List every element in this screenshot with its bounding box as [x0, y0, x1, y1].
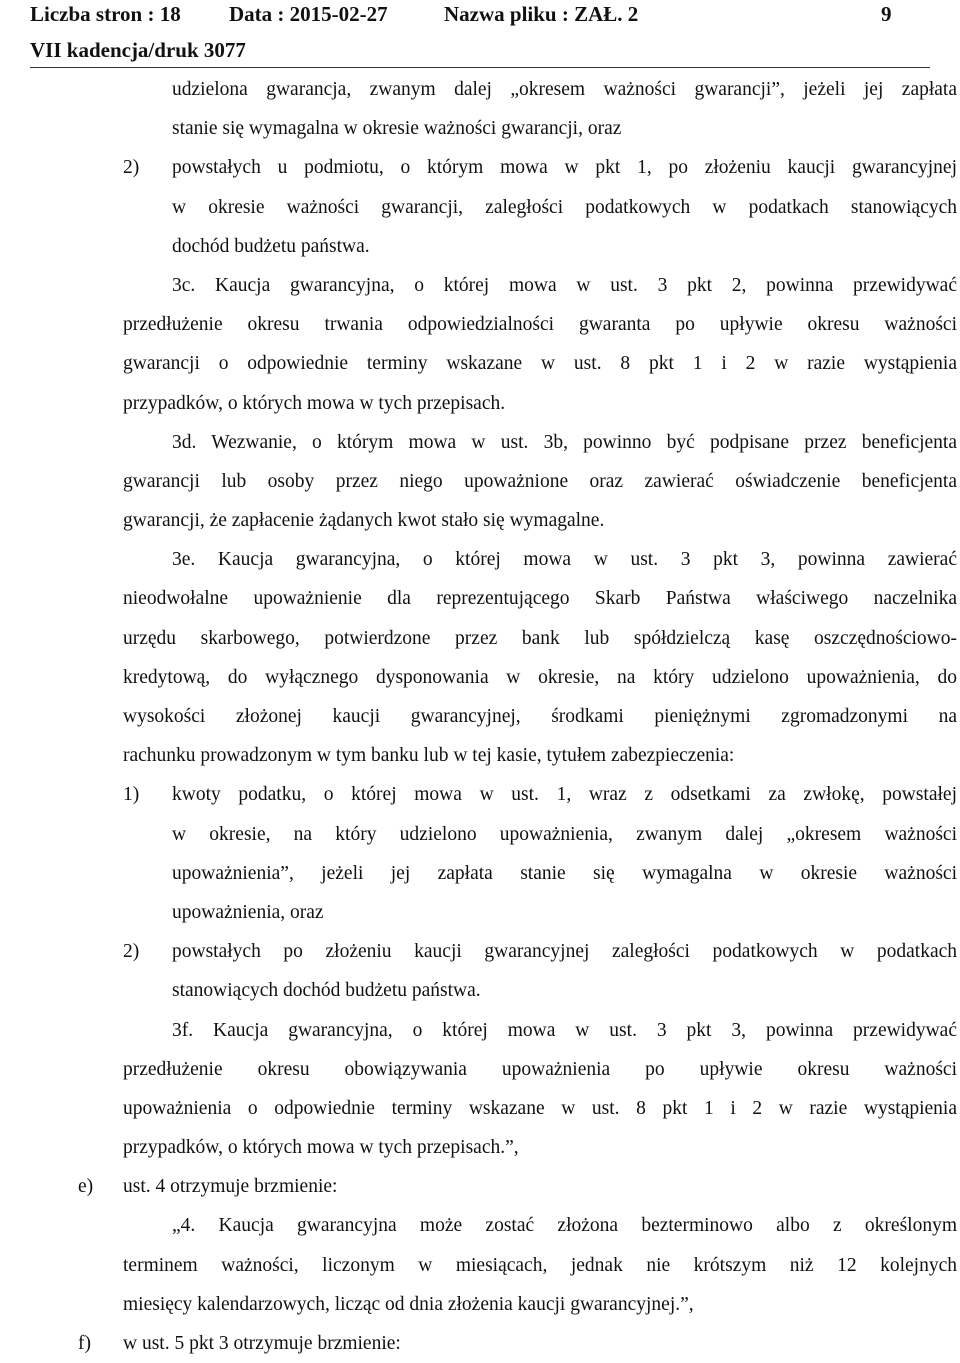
- text-line: [0, 148, 960, 187]
- file-name: Nazwa pliku : ZAŁ. 2: [444, 2, 639, 26]
- line-text: kwoty podatku, o której mowa w ust. 1, wraz z odsetkami za zwłokę, powstałej: [172, 784, 957, 806]
- text-line: [0, 579, 960, 618]
- header-divider: [30, 67, 930, 68]
- line-text: urzędu skarbowego, potwierdzone przez bank lub spółdzielczą kasę oszczędnościowo-: [123, 627, 957, 649]
- line-text: wysokości złożonej kaucji gwarancyjnej, środkami pieniężnymi zgromadzonymi na: [123, 706, 957, 727]
- text-line: [0, 188, 960, 227]
- text-line: [0, 1167, 960, 1206]
- line-text: gwarancji, że zapłacenie żądanych kwot stało się wymagalne.: [123, 510, 605, 532]
- line-text: upoważnienia”, jeżeli jej zapłata stanie się wymagalna w okresie ważności: [172, 862, 957, 884]
- document-date: Data : 2015-02-27: [229, 2, 388, 26]
- line-text: stanie się wymagalna w okresie ważności gwarancji, oraz: [172, 118, 622, 140]
- line-text: w okresie, na który udzielono upoważnienia, zwanym dalej „okresem ważności: [172, 823, 957, 845]
- page-header: [30, 0, 930, 62]
- line-text: 3e. Kaucja gwarancyjna, o której mowa w ust. 3 pkt 3, powinna zawierać: [172, 549, 957, 571]
- line-text: przedłużenie okresu obowiązywania upoważnienia po upływie okresu ważności: [123, 1058, 957, 1080]
- line-text: gwarancji o odpowiednie terminy wskazane w ust. 8 pkt 1 i 2 w razie wystąpienia: [123, 353, 957, 375]
- line-text: 3f. Kaucja gwarancyjna, o której mowa w ust. 3 pkt 3, powinna przewidywać: [172, 1019, 957, 1041]
- text-line: [0, 932, 960, 971]
- line-text: kredytową, do wyłącznego dysponowania w okresie, na który udzielono upoważnienia, do: [123, 666, 957, 688]
- list-marker: e): [78, 1176, 94, 1198]
- line-text: upoważnienia, oraz: [172, 901, 324, 923]
- list-marker: 2): [123, 941, 140, 963]
- text-line: [0, 619, 960, 658]
- line-text: gwarancji lub osoby przez niego upoważnione oraz zawierać oświadczenie beneficjenta: [123, 470, 957, 492]
- line-text: udzielona gwarancja, zwanym dalej „okresem ważności gwarancji”, jeżeli jej zapłata: [172, 79, 957, 100]
- text-line: [0, 109, 960, 148]
- text-line: [0, 1089, 960, 1128]
- text-line: [0, 227, 960, 266]
- text-line: [0, 736, 960, 775]
- line-text: powstałych po złożeniu kaucji gwarancyjnej zaległości podatkowych w podatkach: [172, 941, 957, 963]
- text-line: [0, 1011, 960, 1050]
- text-line: [0, 344, 960, 383]
- line-text: w okresie ważności gwarancji, zaległości podatkowych w podatkach stanowiących: [172, 196, 957, 218]
- text-line: [0, 384, 960, 423]
- line-text: w ust. 5 pkt 3 otrzymuje brzmienie:: [123, 1333, 401, 1354]
- page-count: Liczba stron : 18: [30, 2, 181, 26]
- text-line: [0, 697, 960, 736]
- text-line: [0, 1285, 960, 1324]
- document-body: [0, 70, 960, 1363]
- line-text: „4. Kaucja gwarancyjna może zostać złożona bezterminowo albo z określonym: [172, 1215, 957, 1237]
- list-marker: 1): [123, 784, 140, 806]
- line-text: dochód budżetu państwa.: [172, 235, 370, 257]
- line-text: powstałych u podmiotu, o którym mowa w pkt 1, po złożeniu kaucji gwarancyjnej: [172, 157, 957, 179]
- text-line: [0, 893, 960, 932]
- text-line: [0, 1246, 960, 1285]
- text-line: [0, 658, 960, 697]
- line-text: 3c. Kaucja gwarancyjna, o której mowa w ust. 3 pkt 2, powinna przewidywać: [172, 274, 957, 296]
- line-text: upoważnienia o odpowiednie terminy wskazane w ust. 8 pkt 1 i 2 w razie wystąpienia: [123, 1097, 957, 1119]
- line-text: ust. 4 otrzymuje brzmienie:: [123, 1176, 338, 1198]
- line-text: przypadków, o których mowa w tych przepisach.: [123, 392, 506, 414]
- page-number: 9: [881, 2, 892, 26]
- text-line: [0, 1206, 960, 1245]
- text-line: [0, 501, 960, 540]
- line-text: miesięcy kalendarzowych, licząc od dnia złożenia kaucji gwarancyjnej.”,: [123, 1293, 694, 1315]
- line-text: 3d. Wezwanie, o którym mowa w ust. 3b, powinno być podpisane przez beneficjenta: [172, 431, 957, 453]
- line-text: stanowiących dochód budżetu państwa.: [172, 980, 481, 1002]
- text-line: [0, 775, 960, 814]
- list-marker: f): [78, 1333, 91, 1354]
- text-line: [0, 1050, 960, 1089]
- list-marker: 2): [123, 157, 140, 179]
- text-line: [0, 423, 960, 462]
- line-text: przedłużenie okresu trwania odpowiedzialności gwaranta po upływie okresu ważności: [123, 314, 957, 336]
- line-text: terminem ważności, liczonym w miesiącach, jednak nie krótszym niż 12 kolejnych: [123, 1254, 957, 1276]
- text-line: [0, 1324, 960, 1363]
- line-text: przypadków, o których mowa w tych przepisach.”,: [123, 1137, 519, 1159]
- line-text: rachunku prowadzonym w tym banku lub w tej kasie, tytułem zabezpieczenia:: [123, 745, 735, 767]
- text-line: [0, 1128, 960, 1167]
- text-line: [0, 462, 960, 501]
- document-reference: VII kadencja/druk 3077: [30, 38, 246, 62]
- text-line: [0, 266, 960, 305]
- text-line: [0, 815, 960, 854]
- text-line: [0, 854, 960, 893]
- text-line: [0, 540, 960, 579]
- line-text: nieodwołalne upoważnienie dla reprezentującego Skarb Państwa właściwego naczelnika: [123, 588, 957, 610]
- text-line: [0, 971, 960, 1010]
- text-line: [0, 305, 960, 344]
- text-line: [0, 70, 960, 109]
